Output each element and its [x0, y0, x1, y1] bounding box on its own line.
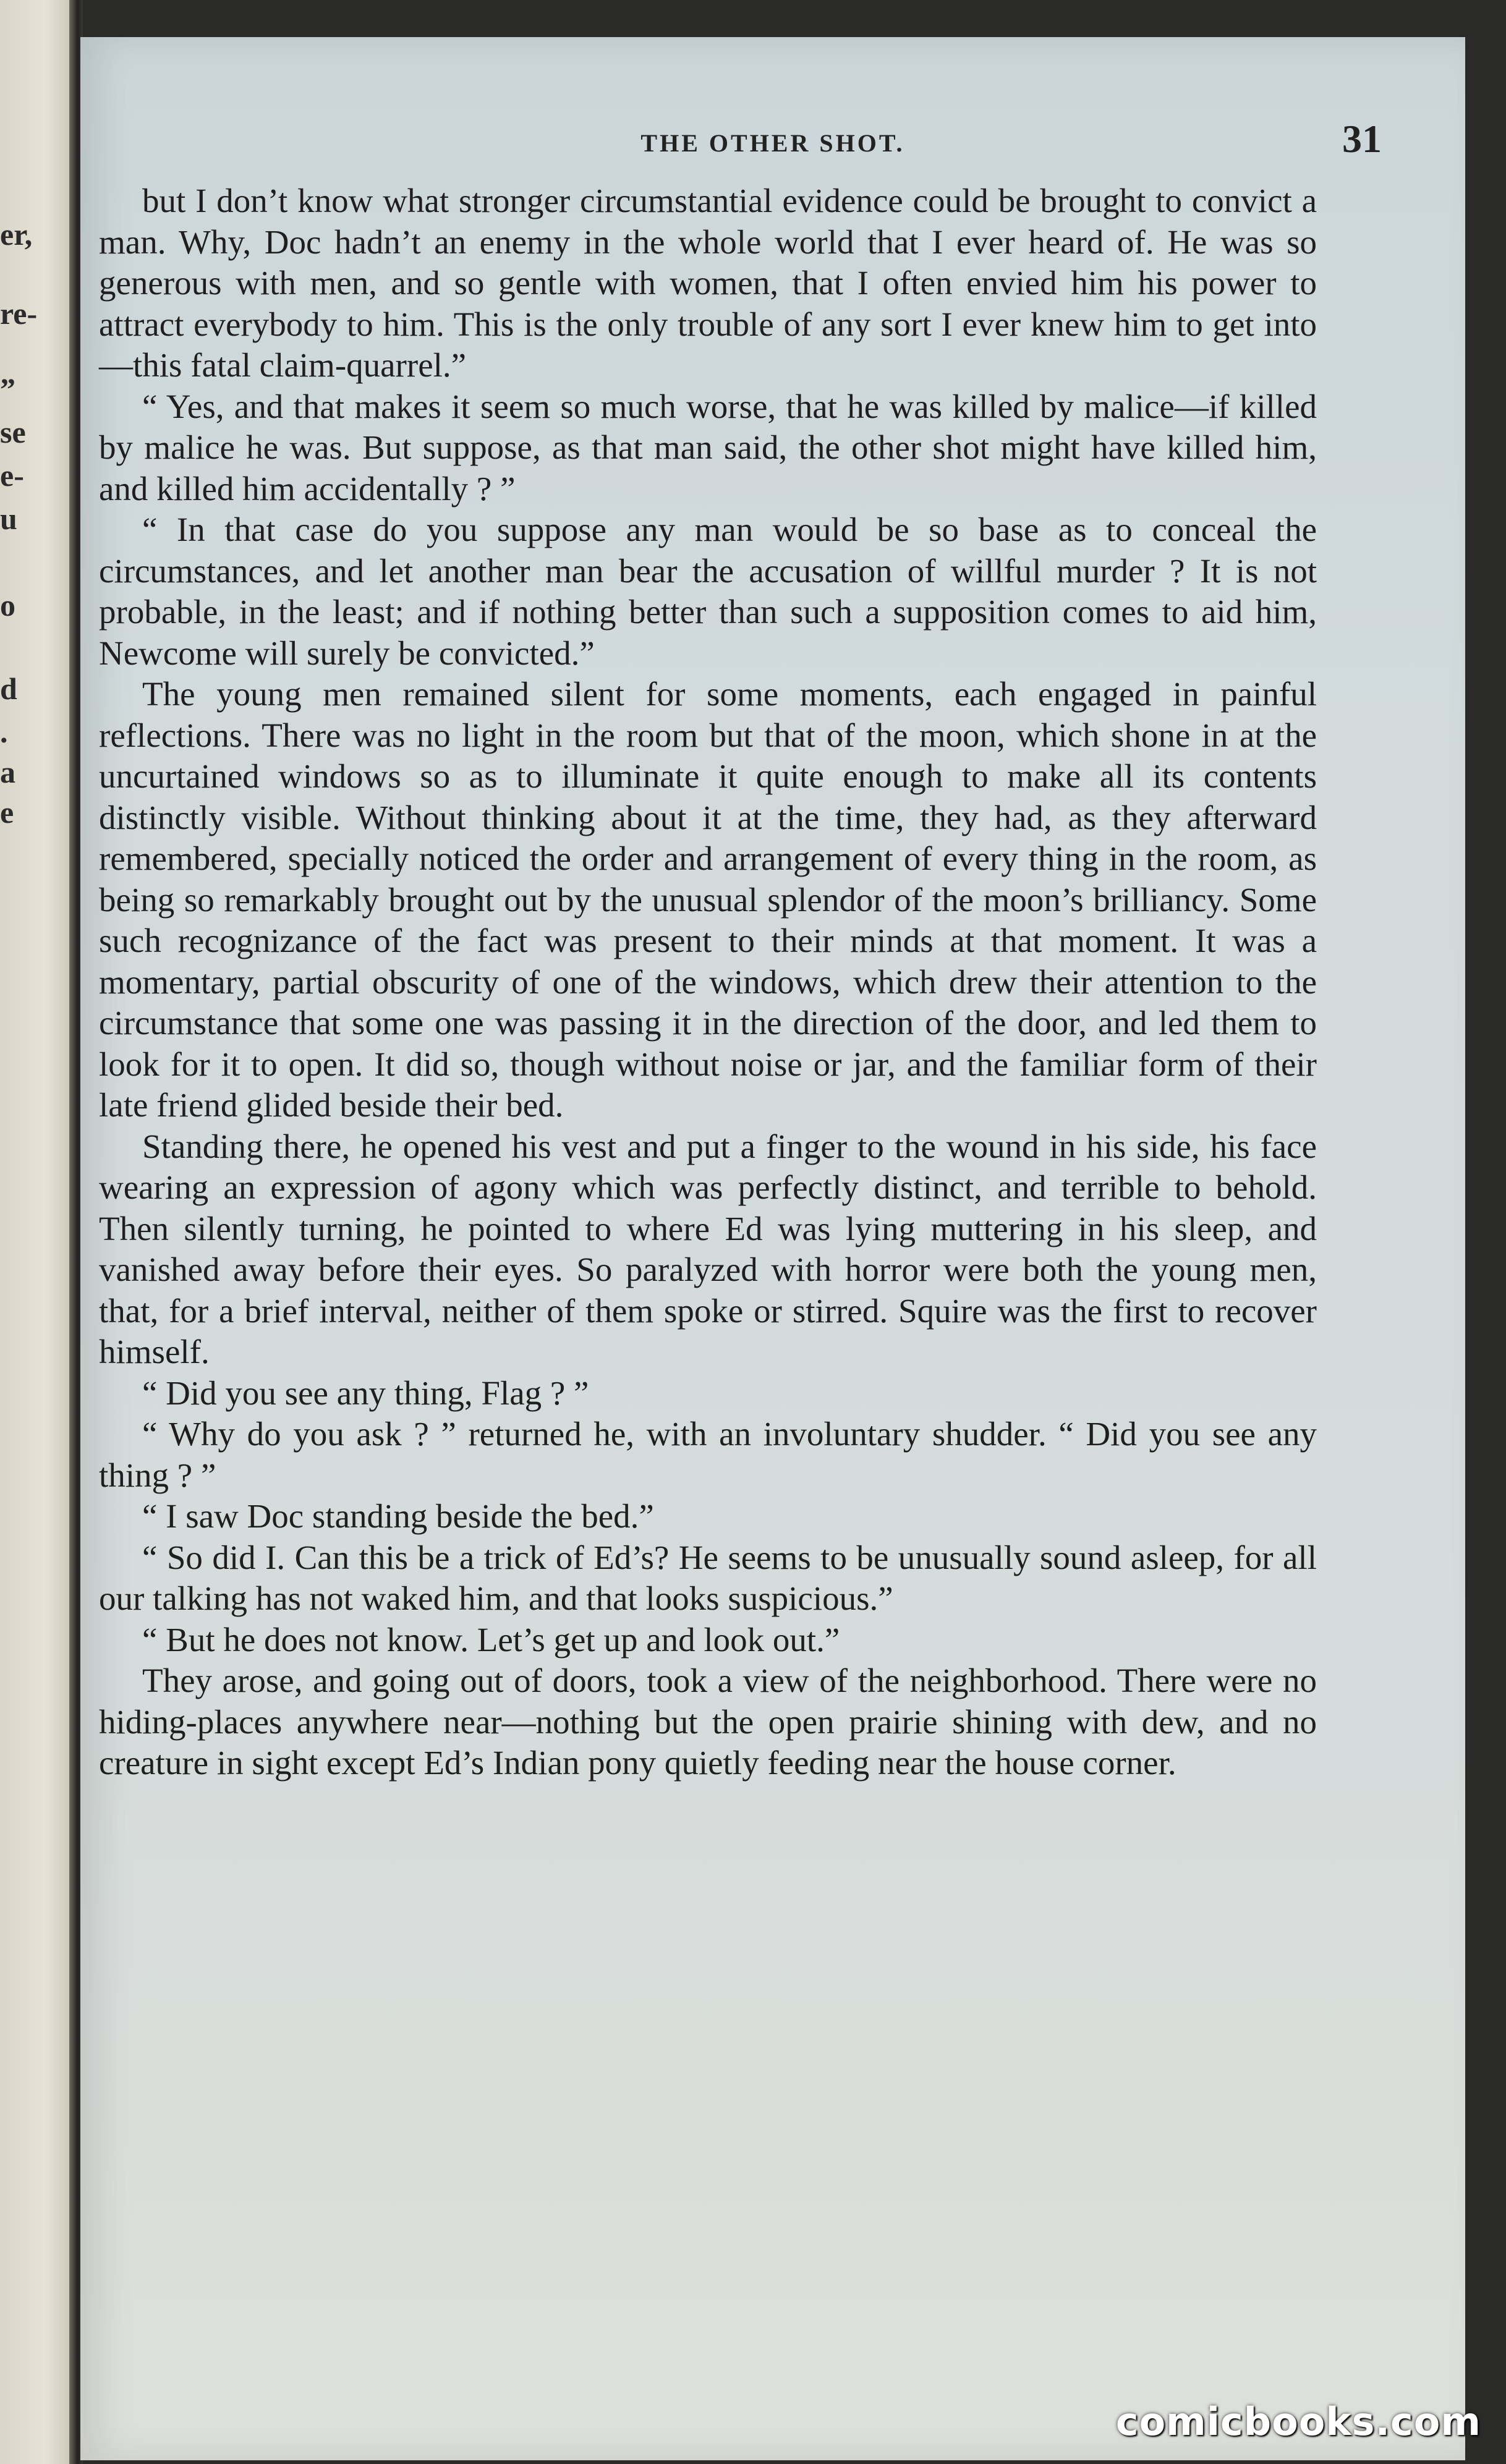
page-number: 31: [1342, 117, 1382, 161]
left-fragment: d: [0, 671, 17, 706]
left-fragment: e: [0, 795, 14, 830]
paragraph: “ In that case do you suppose any man would be so base as to conceal the circumstances, and let another man bear the accusation of willful murder ? It is not probable, in the least; and if nothing better than such a supposition comes to aid him, Newcome will surely be convicted.”: [99, 511, 1317, 672]
paragraph: The young men remained silent for some moments, each engaged in painful reflections. There was no light in the room but that of the moon, which shone in at the uncurtained windows so as to illuminate it quite enough to make all its contents distinctly visible. Without thinking about it at the time, they had, as they afterward remembered, specially noticed the order and arrangement of every thing in the room, as being so remarkably brought out by the unusual splendor of the moon’s brilliancy. Some such recognizance of the fact was present to their minds at that moment. It was a momentary, partial obscurity of one of the windows, which drew their attention to the circumstance that some one was passing it in the direction of the door, and led them to look for it to open. It did so, though without noise or jar, and the familiar form of their late friend glided beside their bed.: [99, 675, 1317, 1124]
paragraph: “ Why do you ask ? ” returned he, with an involuntary shudder. “ Did you see any thing ? ”: [99, 1415, 1317, 1494]
running-title: THE OTHER SHOT.: [640, 129, 905, 157]
paragraph: “ So did I. Can this be a trick of Ed’s? He seems to be unusually sound asleep, for all our talking has not waked him, and that looks suspicious.”: [99, 1538, 1317, 1617]
left-fragment: .: [0, 715, 8, 749]
left-fragment: ”: [0, 372, 15, 406]
left-page-strip: [0, 0, 75, 2464]
left-fragment: se: [0, 415, 26, 449]
paragraph: but I don’t know what stronger circumstantial evidence could be brought to convict a man. Why, Doc hadn’t an enemy in the whole world that I ever heard of. He was so generous with men, and so gentle with women, that I often envied him his power to attract everybody to him. This is the only trouble of any sort I ever knew him to get into—this fatal claim-quarrel.”: [99, 182, 1317, 384]
watermark: comicbooks.com: [1115, 2399, 1481, 2444]
book-page: [80, 37, 1465, 2460]
paragraph: “ Yes, and that makes it seem so much worse, that he was killed by malice—if killed by malice he was. But suppose, as that man said, the other shot might have killed him, and killed him accidentally ? ”: [99, 387, 1317, 508]
left-fragment: a: [0, 755, 15, 789]
paragraph: “ But he does not know. Let’s get up and look out.”: [142, 1620, 840, 1659]
body-text: [99, 181, 1317, 1784]
left-fragment: e-: [0, 458, 24, 493]
paragraph: “ I saw Doc standing beside the bed.”: [142, 1497, 654, 1535]
paragraph: They arose, and going out of doors, took a view of the neighborhood. There were no hiding-places anywhere near—nothing but the open prairie shining with dew, and no creature in sight except Ed’s Indian pony quietly feeding near the house corner.: [99, 1662, 1317, 1782]
left-fragment: o: [0, 588, 15, 622]
paragraph: Standing there, he opened his vest and put a finger to the wound in his side, his face wearing an expression of agony which was perfectly distinct, and terrible to behold. Then silently turning, he pointed to where Ed was lying muttering in his sleep, and vanished away before their eyes. So paralyzed with horror were both the young men, that, for a brief interval, neither of them spoke or stirred. Squire was the first to recover himself.: [99, 1127, 1317, 1370]
paragraph: “ Did you see any thing, Flag ? ”: [142, 1374, 589, 1412]
left-fragment: re-: [0, 296, 38, 331]
left-fragment: er,: [0, 217, 33, 252]
left-fragment: u: [0, 501, 17, 536]
